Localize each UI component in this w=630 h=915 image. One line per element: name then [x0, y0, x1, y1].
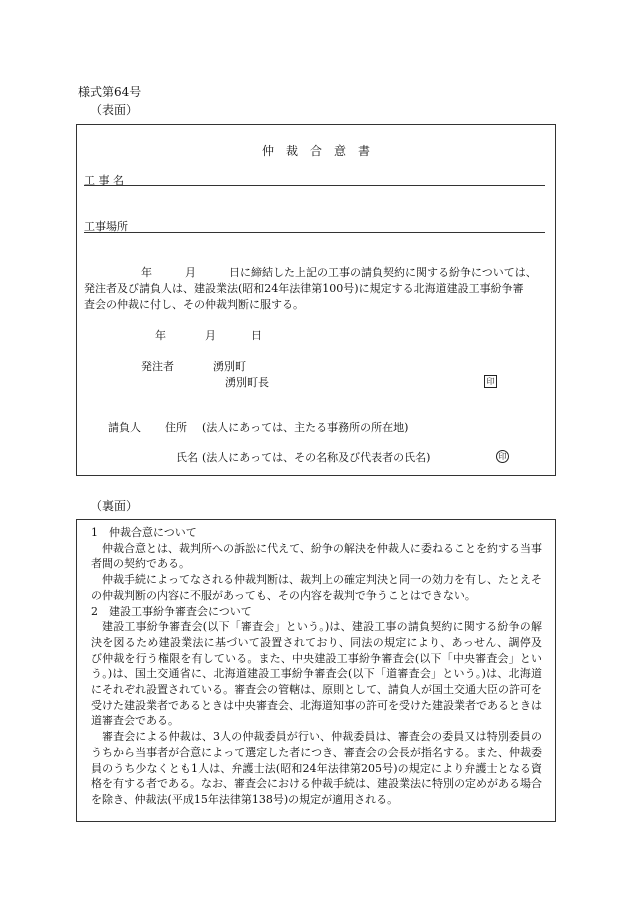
document-title: 仲 裁 合 意 書 — [261, 144, 370, 158]
address-label: 住所 — [165, 421, 187, 434]
date-month-label: 月 — [205, 329, 216, 342]
front-side-label: （表面） — [90, 103, 139, 117]
agreement-text-line-1: 年 月 日に締結した上記の工事の請負契約に関する紛争については、 — [141, 266, 537, 279]
section-2-paragraph-1: 建設工事紛争審査会(以下「審査会」という。)は、建設工事の請負契約に関する紛争の解決を図るため建設業法に基づいて設置されており、同法の規定により、あっせん、調停及び仲裁を行う権限を有している。また、中央建設工事紛争審査会(以下「中央審査会」という。)は、国土交通省に、北海道建設工事紛争審査会(以下「道審査会」という。)は、北海道にそれぞれ設置されている。審査会の管轄は、原則として、請負人が国土交通大臣の許可を受けた建設業者であるときは中央審査会、北海道知事の許可を受けた建設業者であるときは道審査会である。 — [91, 620, 542, 728]
back-side-label: （裏面） — [90, 499, 139, 513]
orderer-town: 湧別町 — [213, 360, 246, 373]
orderer-seal-icon: 印 — [484, 375, 497, 388]
contractor-seal-icon: 印 — [496, 450, 509, 463]
back-notes-text — [91, 525, 542, 808]
project-site-line — [84, 232, 545, 233]
contractor-label: 請負人 — [108, 421, 141, 434]
project-name-line — [84, 185, 545, 186]
agreement-text-line-2: 発注者及び請負人は、建設業法(昭和24年法律第100号)に規定する北海道建設工事紛争審 — [84, 282, 524, 295]
orderer-mayor: 湧別町長 — [225, 376, 269, 389]
date-year-label: 年 — [155, 329, 166, 342]
form-number: 様式第64号 — [78, 85, 142, 99]
project-name-label: 工 事 名 — [84, 174, 124, 187]
orderer-label: 発注者 — [141, 360, 174, 373]
section-1-paragraph-1: 仲裁合意とは、裁判所への訴訟に代えて、紛争の解決を仲裁人に委ねることを約する当事者間の契約である。 — [91, 541, 542, 571]
date-day-label: 日 — [251, 329, 262, 342]
project-site-label: 工事場所 — [84, 220, 128, 233]
section-1-heading: 1 仲裁合意について — [91, 526, 197, 539]
back-notes-box — [76, 519, 556, 822]
name-label: 氏名 — [176, 451, 198, 464]
agreement-text-line-3: 査会の仲裁に付し、その仲裁判断に服する。 — [84, 298, 304, 311]
front-form-box — [76, 124, 556, 476]
section-2-heading: 2 建設工事紛争審査会について — [91, 604, 252, 618]
section-2-paragraph-2: 審査会による仲裁は、3人の仲裁委員が行い、仲裁委員は、審査会の委員又は特別委員のうちから当事者が合意によって選定した者につき、審査会の会長が指名する。また、仲裁委員のうち少なくとも1人は、弁護士法(昭和24年法律第205号)の規定により弁護士となる資格を有する者である。なお、審査会における仲裁手続は、建設業法に特別の定めがある場合を除き、仲裁法(平成15年法律第138号)の規定が適用される。 — [91, 730, 542, 806]
section-1-paragraph-2: 仲裁手続によってなされる仲裁判断は、裁判上の確定判決と同一の効力を有し、たとえその仲裁判断の内容に不服があっても、その内容を裁判で争うことはできない。 — [91, 573, 542, 602]
address-note: (法人にあっては、主たる事務所の所在地) — [202, 421, 409, 434]
name-note: (法人にあっては、その名称及び代表者の氏名) — [202, 451, 431, 464]
